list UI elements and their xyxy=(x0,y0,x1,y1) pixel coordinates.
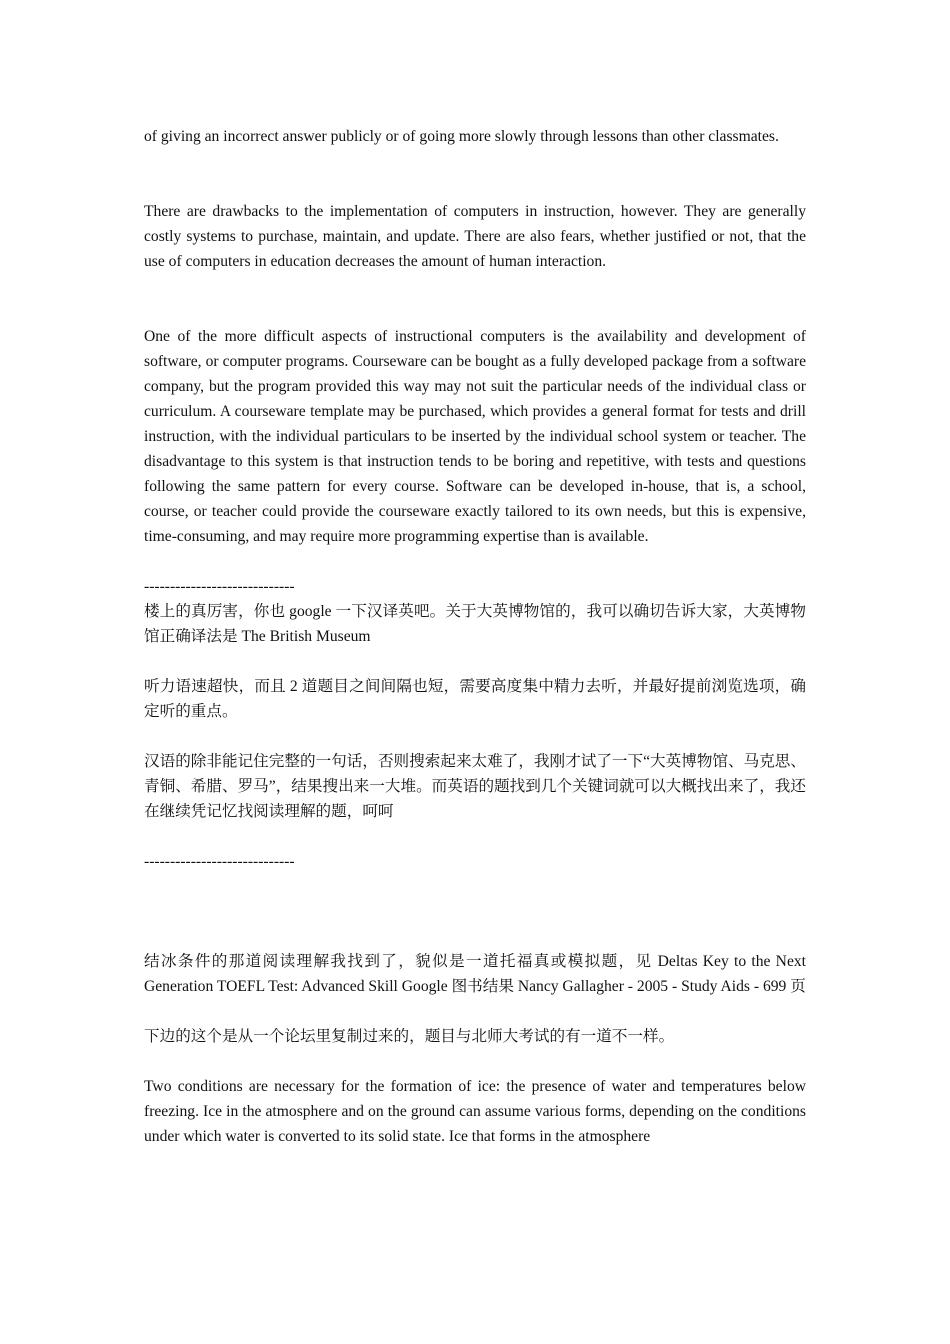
paragraph-9: Two conditions are necessary for the formation of ice: the presence of water and temperatures below freezing. Ice in the atmosphere and on the ground can assume various forms, depending on the conditions under which water is converted to its solid state. Ice that forms in the atmosphere xyxy=(144,1078,806,1145)
divider-2: ----------------------------- xyxy=(144,853,295,870)
spacer xyxy=(144,874,806,949)
spacer xyxy=(144,999,806,1024)
spacer xyxy=(144,149,806,199)
paragraph-5: 听力语速超快，而且 2 道题目之间间隔也短，需要高度集中精力去听，并最好提前浏览选项，确定听的重点。 xyxy=(144,678,806,720)
spacer xyxy=(144,824,806,849)
paragraph-6: 汉语的除非能记住完整的一句话，否则搜索起来太难了，我刚才试了一下“大英博物馆、马克思、青铜、希腊、罗马”，结果搜出来一大堆。而英语的题找到几个关键词就可以大概找出来了，我还在继续凭记忆找阅读理解的题，呵呵 xyxy=(144,753,806,820)
document-body xyxy=(144,124,806,1149)
paragraph-8: 下边的这个是从一个论坛里复制过来的，题目与北师大考试的有一道不一样。 xyxy=(144,1028,675,1045)
paragraph-7: 结冰条件的那道阅读理解我找到了，貌似是一道托福真或模拟题，见 Deltas Key to the Next Generation TOEFL Test: Advanced Skill Google 图书结果 Nancy Gallagher - 2005 - Study Aids - 699 页 xyxy=(144,953,806,995)
spacer xyxy=(144,1049,806,1074)
divider-1: ----------------------------- xyxy=(144,578,295,595)
paragraph-1: of giving an incorrect answer publicly or of going more slowly through lessons than other classmates. xyxy=(144,128,779,145)
paragraph-4: 楼上的真厉害，你也 google 一下汉译英吧。关于大英博物馆的，我可以确切告诉大家，大英博物馆正确译法是 The British Museum xyxy=(144,603,806,645)
paragraph-2: There are drawbacks to the implementation of computers in instruction, however. They are generally costly systems to purchase, maintain, and update. There are also fears, whether justified or not, that the use of computers in education decreases the amount of human interaction. xyxy=(144,203,806,270)
spacer xyxy=(144,549,806,574)
paragraph-3: One of the more difficult aspects of instructional computers is the availability and development of software, or computer programs. Courseware can be bought as a fully developed package from a software company, but the program provided this way may not suit the particular needs of the individual class or curriculum. A courseware template may be purchased, which provides a general format for tests and drill instruction, with the individual particulars to be inserted by the individual school system or teacher. The disadvantage to this system is that instruction tends to be boring and repetitive, with tests and questions following the same pattern for every course. Software can be developed in-house, that is, a school, course, or teacher could provide the courseware exactly tailored to its own needs, but this is expensive, time-consuming, and may require more programming expertise than is available. xyxy=(144,328,806,545)
spacer xyxy=(144,274,806,324)
spacer xyxy=(144,724,806,749)
spacer xyxy=(144,649,806,674)
